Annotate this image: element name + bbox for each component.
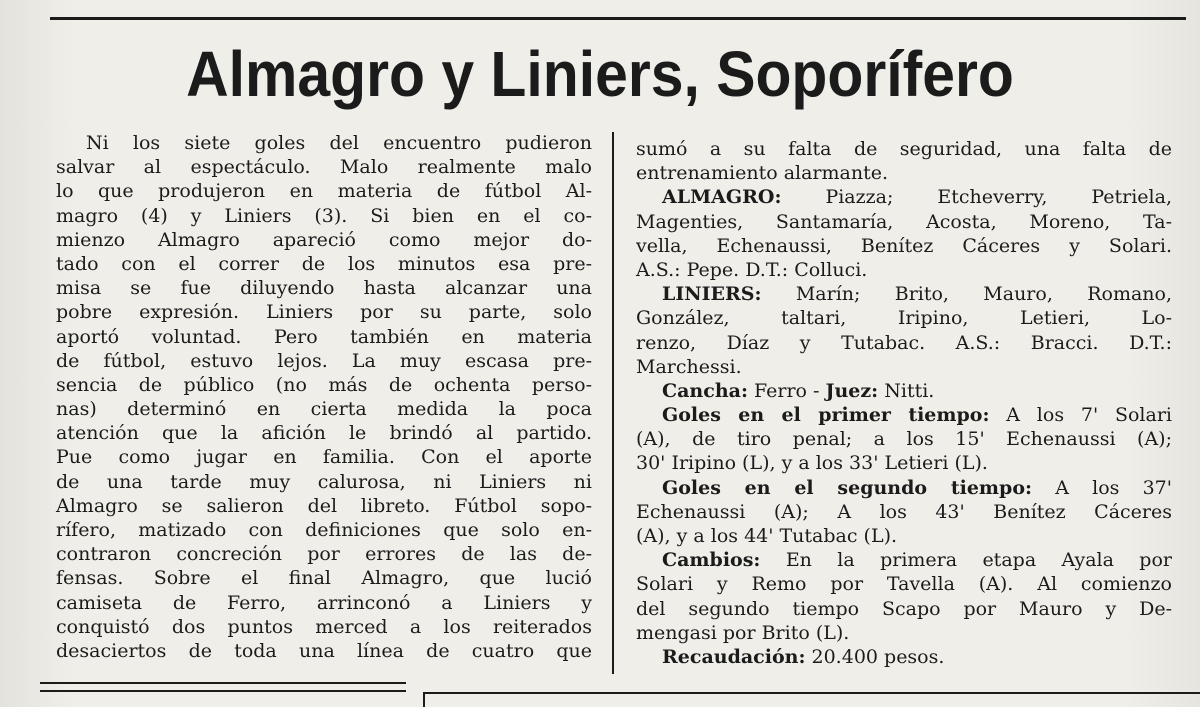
text-segment: Marín; Brito, Mauro, Romano, <box>761 283 1172 306</box>
text-line: sencia de público (no más de ochenta perso- <box>56 373 592 396</box>
text-line: mengasi por Brito (L). <box>636 621 850 644</box>
text-line: entrenamiento alarmante. <box>636 162 889 185</box>
lineup-almagro <box>636 185 1172 209</box>
text-line: magro (4) y Liniers (3). Si bien en el co- <box>56 204 592 227</box>
text-line: nas) determinó en cierta medida la poca <box>56 398 592 421</box>
text-line: pobre expresión. Liniers por su parte, solo <box>56 301 592 324</box>
text-line: rífero, matizado con definiciones que solo en- <box>56 519 592 541</box>
cambios <box>636 548 1172 572</box>
text-line: renzo, Díaz y Tutabac. A.S.: Bracci. D.T.: <box>636 331 1172 354</box>
text-line: Marchessi. <box>636 355 742 378</box>
text-line: (A), de tiro penal; a los 15' Echenaussi (A); <box>636 428 1172 451</box>
text-line: mienzo Almagro apareció como mejor do- <box>56 228 592 251</box>
goles-segundo-tiempo <box>636 476 1172 500</box>
goles-primer-tiempo <box>636 403 1172 427</box>
bottom-rule <box>40 682 406 684</box>
text-line: 30' Iripino (L), y a los 33' Letieri (L). <box>636 452 988 475</box>
text-segment: A los 7' Solari <box>989 404 1172 427</box>
team-label: ALMAGRO: <box>662 186 782 209</box>
text-line: desaciertos de toda una línea de cuatro que <box>56 639 592 662</box>
bottom-rule <box>424 692 1200 694</box>
bottom-rule <box>423 692 425 707</box>
text-line: de una tarde muy calurosa, ni Liniers ni <box>56 470 592 493</box>
cancha-value: Ferro - <box>747 379 826 402</box>
text-line: Solari y Remo por Tavella (A). Al comienzo <box>636 573 1172 596</box>
section-label: Goles en el primer tiempo: <box>662 404 990 427</box>
text-segment: A los 37' <box>1032 476 1172 499</box>
text-line: misa se fue diluyendo hasta alcanzar una <box>56 277 592 300</box>
text-line: contraron concreción por errores de las de- <box>56 543 592 566</box>
text-line: sumó a su falta de seguridad, una falta de <box>636 138 1172 160</box>
section-label: Recaudación: <box>662 645 806 668</box>
text-line: González, taltari, Iripino, Letieri, Lo- <box>636 307 1172 330</box>
text-line: vella, Echenaussi, Benítez Cáceres y Solari. <box>636 234 1172 257</box>
column-divider <box>612 132 614 674</box>
top-rule <box>50 17 1186 20</box>
text-line: Ni los siete goles del encuentro pudieron <box>86 132 592 154</box>
text-line: atención que la afición le brindó al partido. <box>56 422 592 445</box>
text-line: tado con el correr de los minutos esa pre- <box>56 252 592 275</box>
text-line: camiseta de Ferro, arrinconó a Liniers y <box>56 591 592 614</box>
text-line: Pue como jugar en familia. Con el aporte <box>56 446 592 469</box>
juez-label: Juez: <box>825 379 879 402</box>
text-line: de fútbol, estuvo lejos. La muy escasa pre- <box>56 349 592 372</box>
text-segment: En la primera etapa Ayala por <box>760 549 1172 572</box>
text-line: conquistó dos puntos merced a los reiterados <box>56 615 592 638</box>
cancha-label: Cancha: <box>662 379 748 402</box>
text-line: lo que produjeron en materia de fútbol Al- <box>56 180 592 203</box>
lineup-liniers <box>636 282 1172 306</box>
text-line: (A), y a los 44' Tutabac (L). <box>636 525 898 547</box>
bottom-rule <box>40 690 406 692</box>
article-right-column <box>636 137 1172 669</box>
text-line: Almagro se salieron del libreto. Fútbol sopo- <box>56 494 592 517</box>
text-line: Echenaussi (A); A los 43' Benítez Cáceres <box>636 500 1172 523</box>
text-line: del segundo tiempo Scapo por Mauro y De- <box>636 597 1172 620</box>
recaudacion <box>636 645 1172 669</box>
text-line: aportó voluntad. Pero también en materia <box>56 325 592 348</box>
cancha-juez-line <box>636 379 1172 403</box>
text-line: Magenties, Santamaría, Acosta, Moreno, Ta- <box>636 210 1172 233</box>
headline: Almagro y Liniers, Soporífero <box>186 38 1014 110</box>
juez-value: Nitti. <box>878 379 935 402</box>
team-label: LINIERS: <box>662 283 762 306</box>
text-line: fensas. Sobre el final Almagro, que lució <box>56 567 592 590</box>
text-segment: 20.400 pesos. <box>805 645 945 668</box>
section-label: Cambios: <box>662 549 761 572</box>
text-segment: Piazza; Etcheverry, Petriela, <box>781 186 1172 209</box>
section-label: Goles en el segundo tiempo: <box>662 476 1033 499</box>
text-line: salvar al espectáculo. Malo realmente malo <box>56 156 592 179</box>
article-left-column <box>56 131 592 663</box>
text-line: A.S.: Pepe. D.T.: Colluci. <box>636 258 868 281</box>
